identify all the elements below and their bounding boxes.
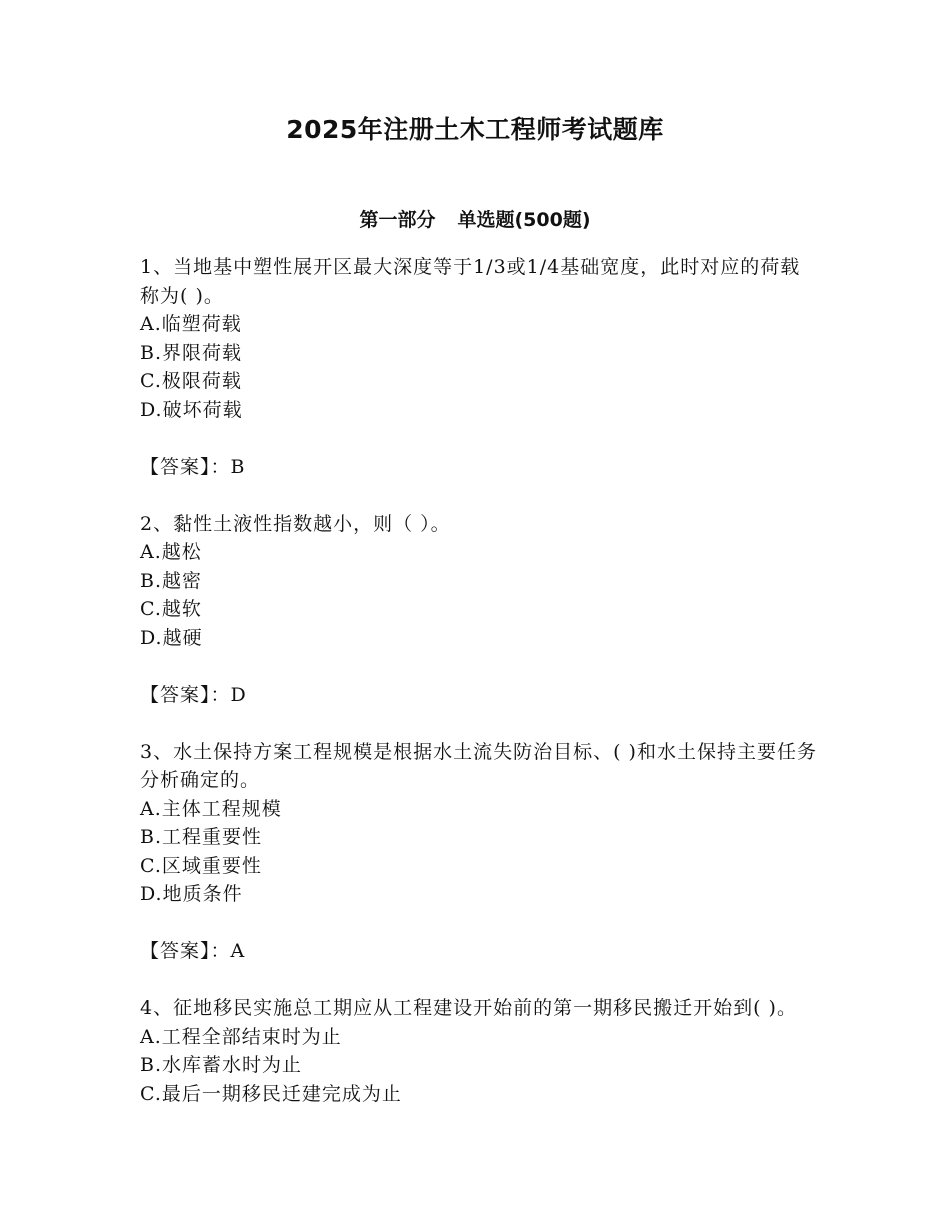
- answer-line: [140, 681, 820, 710]
- answer-label: 【答案】：: [140, 940, 231, 962]
- question-1: [140, 253, 820, 481]
- question-2: [140, 510, 820, 710]
- answer-value: A: [230, 940, 246, 962]
- option-c: C.最后一期移民迁建完成为止: [140, 1082, 402, 1105]
- option-b: B.越密: [140, 569, 203, 592]
- option-a: A.临塑荷载: [140, 313, 242, 335]
- question-list: [140, 253, 820, 1137]
- option-d: D.地质条件: [140, 883, 243, 905]
- option-a: A.主体工程规模: [140, 797, 282, 820]
- answer-label: 【答案】：: [140, 455, 231, 478]
- option-a: A.越松: [140, 541, 202, 563]
- answer-line: [140, 937, 820, 966]
- answer-value: B: [230, 455, 246, 478]
- answer-line: [140, 453, 820, 482]
- option-d: D.破坏荷载: [140, 398, 243, 421]
- question-4: [140, 994, 820, 1108]
- section-part: 第一部分: [359, 209, 436, 231]
- question-stem: 4、征地移民实施总工期应从工程建设开始前的第一期移民搬迁开始到( )。: [140, 997, 797, 1019]
- option-b: B.界限荷载: [140, 341, 243, 364]
- question-stem: 2、黏性土液性指数越小，则（ ）。: [140, 512, 451, 535]
- option-a: A.工程全部结束时为止: [140, 1025, 342, 1048]
- question-stem: 3、水土保持方案工程规模是根据水土流失防治目标、( )和水土保持主要任务分析确定的。: [140, 740, 817, 791]
- option-c: C.极限荷载: [140, 370, 242, 392]
- option-b: B.工程重要性: [140, 826, 263, 848]
- answer-value: D: [230, 683, 247, 706]
- option-d: D.越硬: [140, 626, 203, 649]
- question-stem: 1、当地基中塑性展开区最大深度等于1/3或1/4基础宽度，此时对应的荷载称为( )。: [140, 256, 801, 307]
- option-c: C.区域重要性: [140, 854, 262, 877]
- question-3: [140, 738, 820, 966]
- answer-label: 【答案】：: [140, 683, 231, 706]
- section-heading: [0, 205, 950, 235]
- option-c: C.越软: [140, 598, 202, 620]
- document-title: 2025年注册土木工程师考试题库: [286, 115, 664, 144]
- section-name: 单选题(500题): [457, 209, 591, 231]
- option-b: B.水库蓄水时为止: [140, 1054, 303, 1076]
